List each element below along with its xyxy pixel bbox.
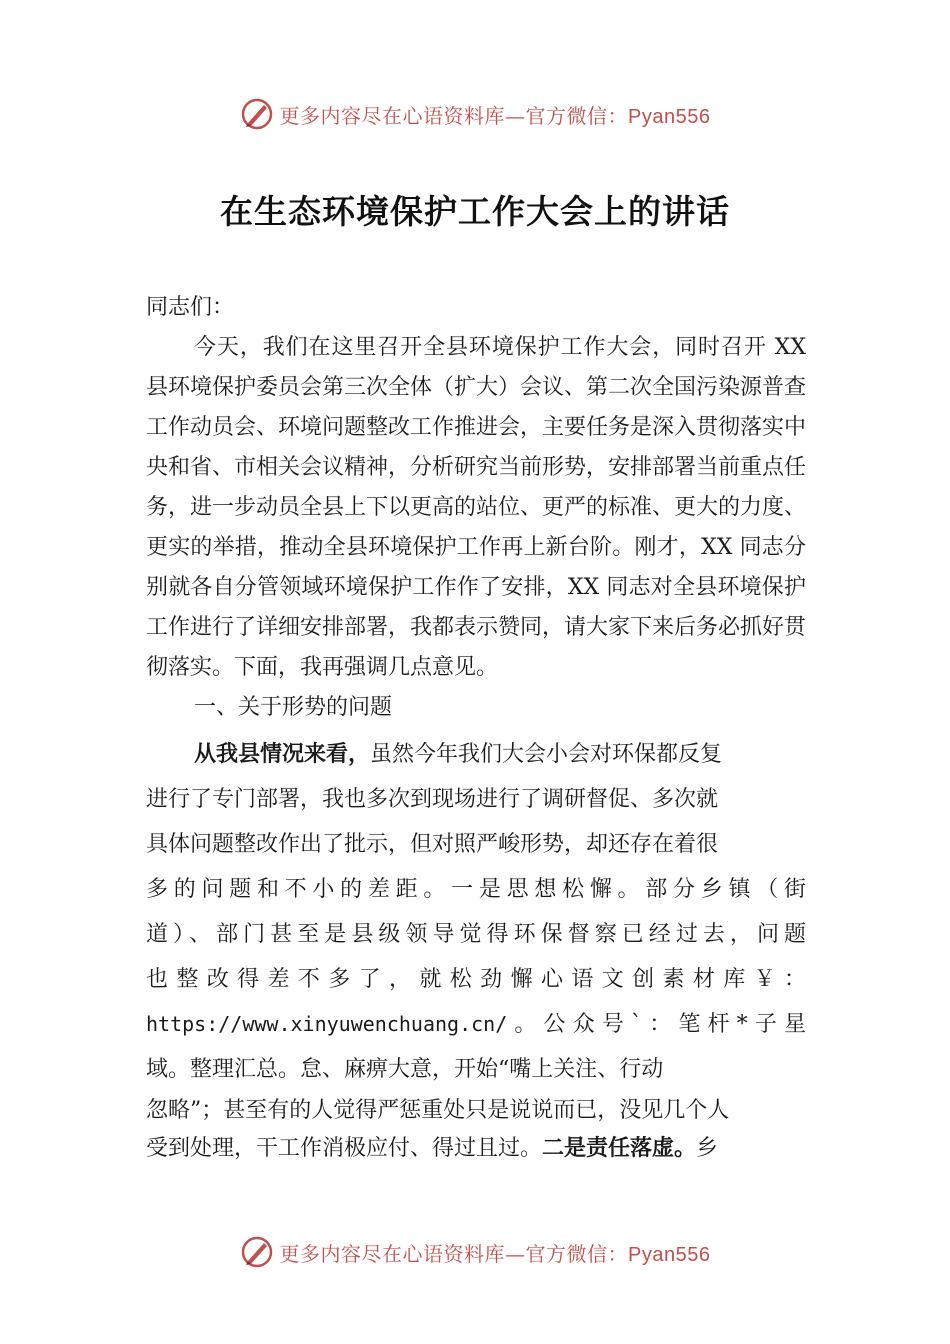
salutation: 同志们： bbox=[146, 295, 235, 320]
paragraph-situation bbox=[146, 732, 806, 1168]
lead-bold-text: 从我县情况来看， bbox=[194, 742, 371, 767]
situation-line-1: 从我县情况来看，虽然今年我们大会小会对环保都反复 bbox=[194, 742, 723, 767]
situation-line-7: https://www.xinyuwenchuang.cn/。公众号`：笔杆*子星 bbox=[146, 1012, 806, 1037]
paragraph-intro: 今天，我们在这里召开全县环境保护工作大会，同时召开 XX 县环境保护委员会第三次全体（扩大）会议、第二次全国污染源普查工作动员会、环境问题整改工作推进会，主要任务是深入贯彻落实中央和省、市相关会议精神，分析研究当前形势，安排部署当前重点任务，进一步动员全县上下以更高的站位、更严的标准、更大的力度、更实的举措，推动全县环境保护工作再上新台阶。刚才，XX 同志分别就各自分管领域环境保护工作作了安排，XX 同志对全县环境保护工作进行了详细安排部署，我都表示赞同，请大家下来后务必抓好贯彻落实。下面，我再强调几点意见。 bbox=[146, 335, 807, 680]
situation-line-2: 进行了专门部署，我也多次到现场进行了调研督促、多次就 bbox=[146, 787, 719, 812]
situation-line-6: 也整改得差不多了，就松劲懈心语文创素材库￥： bbox=[146, 967, 806, 992]
situation-line-10: 受到处理，干工作消极应付、得过且过。二是责任落虚。乡 bbox=[146, 1136, 719, 1161]
wechat-handle: Pyan556 bbox=[628, 105, 711, 128]
situation-line-8: 域。整理汇总。怠、麻痹大意，开始“嘴上关注、行动 bbox=[146, 1057, 664, 1082]
document-body bbox=[146, 288, 806, 1168]
header-banner bbox=[0, 94, 950, 134]
situation-line-3: 具体问题整改作出了批示，但对照严峻形势，却还存在着很 bbox=[146, 832, 719, 857]
banner-text: 更多内容尽在心语资料库—官方微信：Pyan556 bbox=[279, 1241, 711, 1266]
pen-logo-icon bbox=[240, 1235, 274, 1269]
document-title: 在生态环境保护工作大会上的讲话 bbox=[220, 192, 730, 231]
situation-line-5: 道）、部门甚至是县级领导觉得环保督察已经过去，问题 bbox=[146, 922, 806, 947]
website-url: https://www.xinyuwenchuang.cn/ bbox=[146, 1012, 508, 1036]
wechat-handle: Pyan556 bbox=[628, 1243, 711, 1266]
section-heading-1: 一、关于形势的问题 bbox=[194, 695, 393, 720]
situation-line-4: 多的问题和不小的差距。一是思想松懈。部分乡镇（街 bbox=[146, 877, 806, 902]
banner-text: 更多内容尽在心语资料库—官方微信：Pyan556 bbox=[279, 103, 711, 128]
footer-banner bbox=[0, 1232, 950, 1272]
pen-logo-icon bbox=[240, 97, 274, 131]
bold-point-two: 二是责任落虚。 bbox=[542, 1136, 697, 1161]
situation-line-9: 忽略”；甚至有的人觉得严惩重处只是说说而已，没见几个人 bbox=[146, 1098, 730, 1123]
